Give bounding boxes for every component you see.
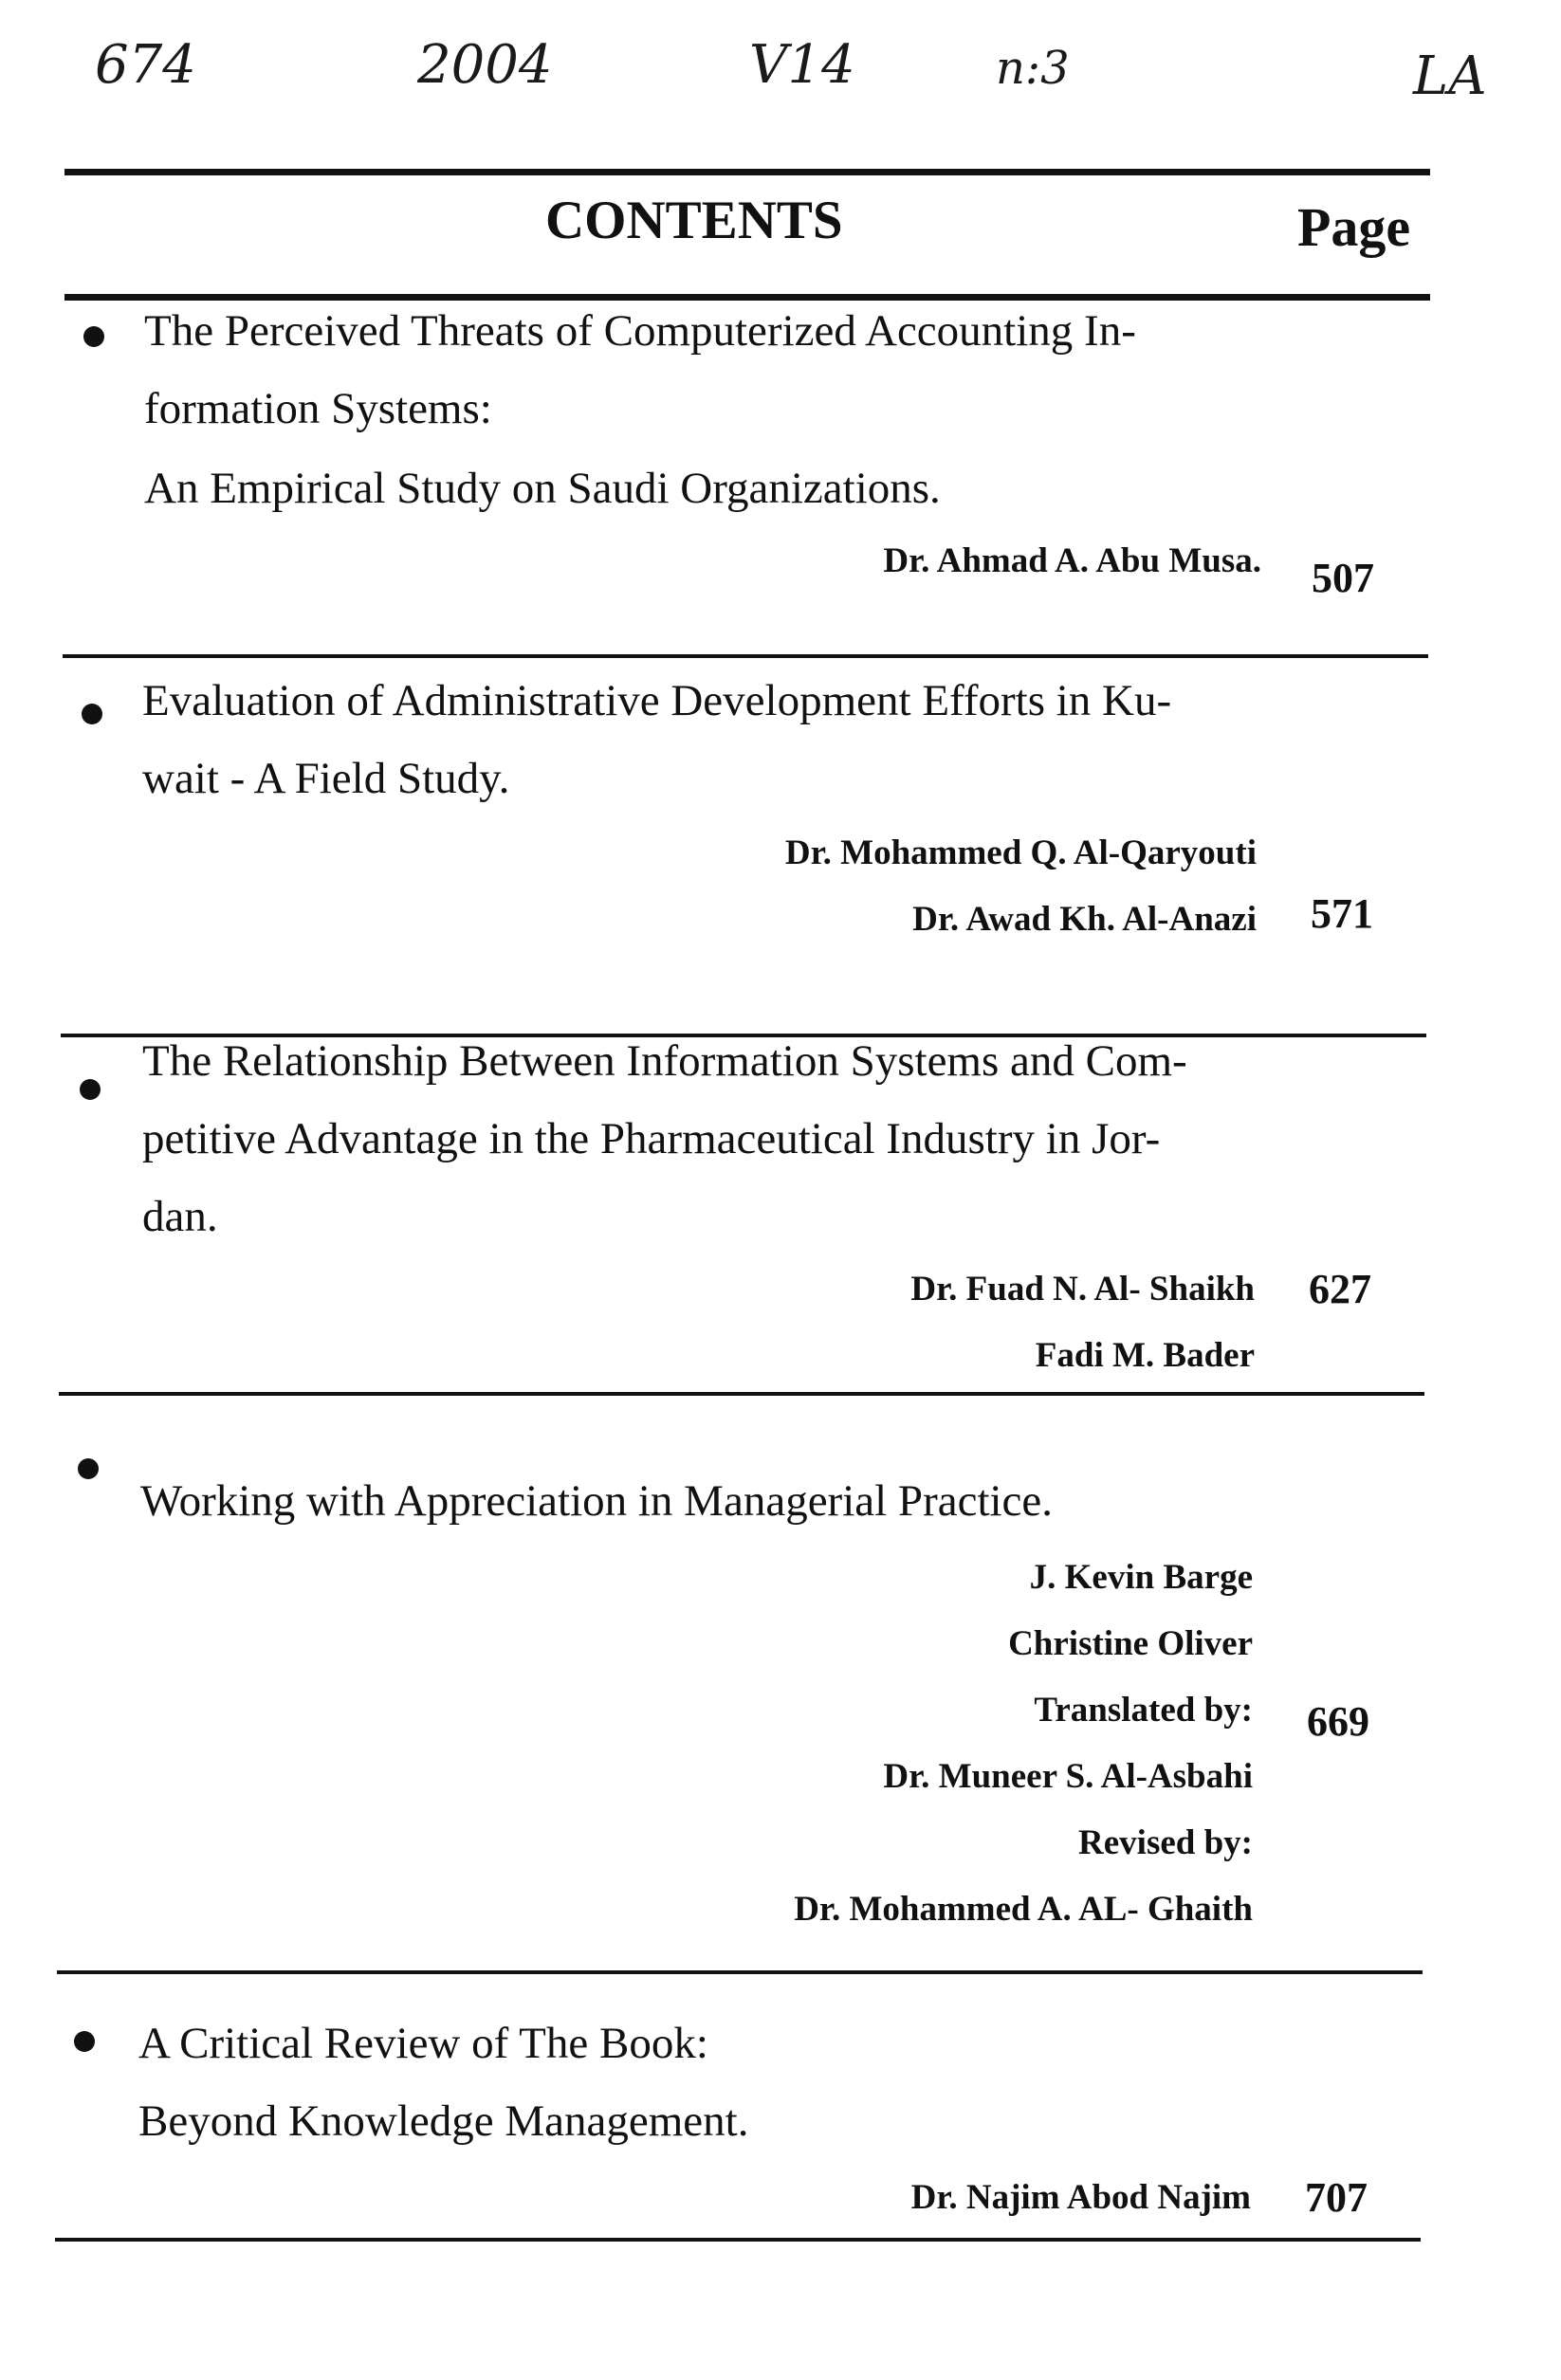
entry-title-line: The Relationship Between Information Systems and Com-	[142, 1036, 1187, 1086]
entry-divider	[59, 1392, 1424, 1396]
entry-author: Dr. Awad Kh. Al-Anazi	[912, 900, 1257, 939]
header-top-rule	[64, 169, 1430, 175]
entry-divider	[57, 1970, 1423, 1974]
bullet-icon	[80, 1079, 101, 1100]
entry-page-number: 707	[1305, 2174, 1368, 2221]
page-column-heading: Page	[1297, 196, 1411, 258]
handwritten-note-volume: V14	[749, 34, 855, 96]
handwritten-note-number: n:3	[996, 42, 1070, 95]
bullet-icon	[83, 326, 104, 347]
entry-author: Christine Oliver	[1008, 1624, 1253, 1663]
entry-title-line: dan.	[142, 1192, 218, 1241]
entry-author: Dr. Fuad N. Al- Shaikh	[910, 1270, 1255, 1309]
entry-author: Dr. Muneer S. Al-Asbahi	[883, 1757, 1253, 1796]
entry-author: Dr. Ahmad A. Abu Musa.	[883, 541, 1261, 580]
contents-heading: CONTENTS	[545, 191, 843, 250]
entry-page-number: 669	[1307, 1698, 1369, 1745]
entry-author: Dr. Mohammed Q. Al-Qaryouti	[784, 833, 1257, 872]
entry-author: Dr. Najim Abod Najim	[910, 2178, 1251, 2217]
entry-author: Dr. Mohammed A. AL- Ghaith	[794, 1890, 1253, 1929]
bullet-icon	[74, 2031, 95, 2052]
handwritten-note-initials: LA	[1413, 46, 1487, 107]
entry-divider	[55, 2238, 1421, 2242]
entry-title-line: Evaluation of Administrative Development Efforts in Ku-	[142, 676, 1172, 725]
entry-page-number: 627	[1309, 1266, 1371, 1312]
entry-divider	[63, 654, 1428, 658]
entry-title-line: petitive Advantage in the Pharmaceutical Industry in Jor-	[142, 1114, 1161, 1163]
entry-title-line: wait - A Field Study.	[142, 754, 510, 803]
entry-title-line: The Perceived Threats of Computerized Accounting In-	[144, 306, 1136, 356]
entry-author: Revised by:	[1078, 1823, 1253, 1862]
entry-title-line: Working with Appreciation in Managerial Practice.	[140, 1476, 1054, 1526]
bullet-icon	[78, 1458, 99, 1479]
entry-title-line: Beyond Knowledge Management.	[138, 2096, 749, 2146]
header-bottom-rule	[64, 294, 1430, 301]
entry-title-line: An Empirical Study on Saudi Organizations.	[144, 464, 941, 513]
entry-page-number: 507	[1312, 555, 1374, 601]
entry-title-line: A Critical Review of The Book:	[138, 2019, 708, 2068]
entry-author: Translated by:	[1034, 1691, 1253, 1730]
entry-author: Fadi M. Bader	[1035, 1336, 1255, 1375]
entry-author: J. Kevin Barge	[1029, 1558, 1253, 1597]
handwritten-note-year: 2004	[417, 34, 553, 96]
entry-page-number: 571	[1311, 890, 1373, 937]
handwritten-note-code: 674	[95, 34, 196, 96]
entry-title-line: formation Systems:	[144, 384, 492, 433]
bullet-icon	[82, 704, 102, 724]
